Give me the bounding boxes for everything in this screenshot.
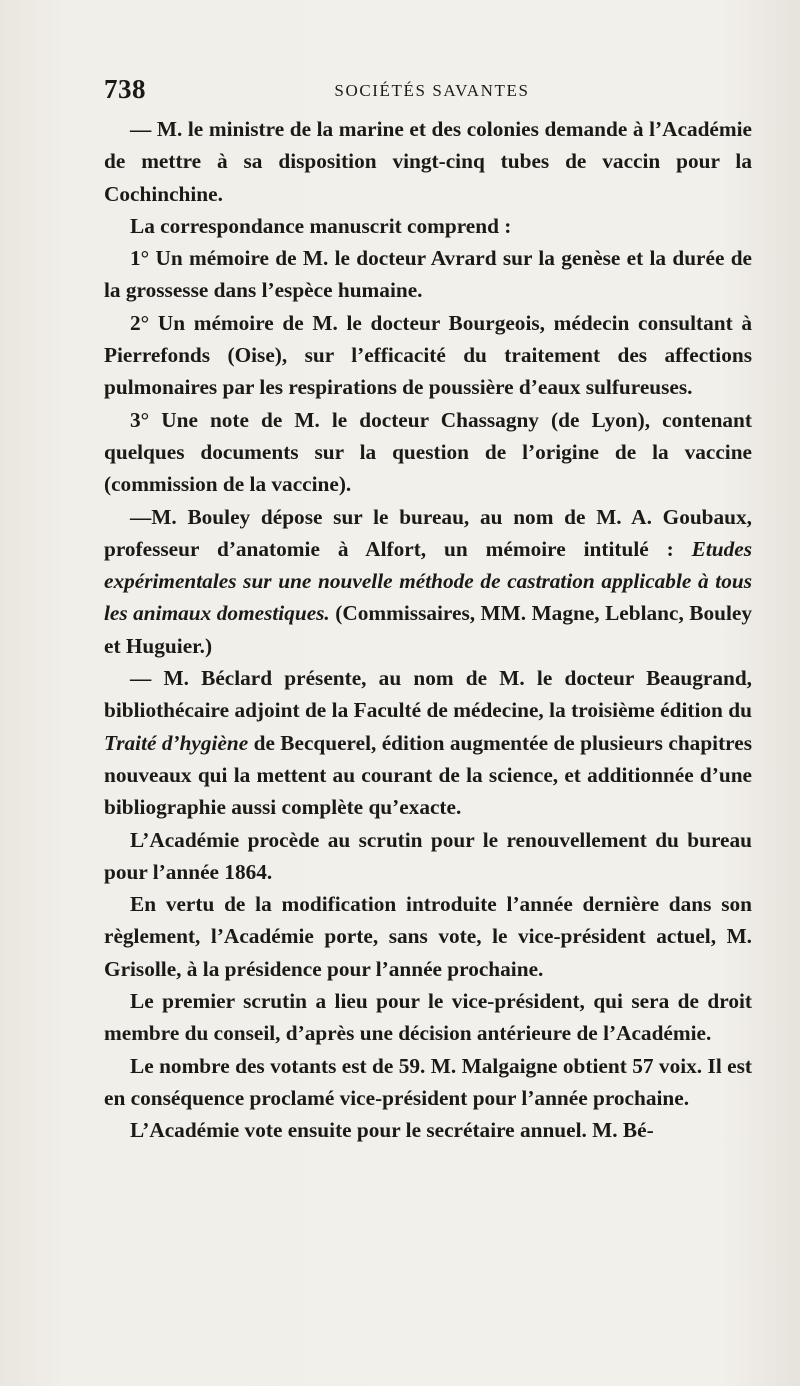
paragraph-p8 [104, 824, 752, 889]
italic-title: Etudes expérimentales sur une nouvelle méthode de castration applicable à tous les animaux domestiques. [104, 536, 752, 626]
paragraph-p5 [104, 404, 752, 501]
page-header [104, 74, 752, 114]
paragraph-p2 [104, 210, 752, 242]
body-text [104, 113, 752, 1147]
paragraph-p11 [104, 1050, 752, 1115]
paragraph-p1 [104, 113, 752, 210]
paragraph-p6 [104, 501, 752, 662]
text-segment: (Commissaires, MM. Magne, Leblanc, Bouley et Huguier.) [104, 601, 752, 658]
paragraph-p7 [104, 662, 752, 823]
text-segment: En vertu de la modification introduite l’année dernière dans son règlement, l’Académie porte, sans vote, le vice-président actuel, M. Grisolle, à la présidence pour l’année prochaine. [104, 892, 752, 981]
paragraph-p4 [104, 307, 752, 404]
paragraph-p10 [104, 985, 752, 1050]
text-segment: — M. Béclard présente, au nom de M. le docteur Beaugrand, bibliothécaire adjoint de la Faculté de médecine, la troisième édition du [104, 666, 752, 723]
paragraph-p3 [104, 242, 752, 307]
paragraph-p12 [104, 1114, 752, 1146]
text-segment: —M. Bouley dépose sur le bureau, au nom de M. A. Goubaux, professeur d’anatomie à Alfort, un mémoire intitulé : [104, 504, 752, 561]
page-number: 738 [104, 74, 146, 104]
text-segment: L’Académie vote ensuite pour le secrétaire annuel. M. Bé- [130, 1118, 654, 1143]
text-segment: 3° Une note de M. le docteur Chassagny (de Lyon), contenant quelques documents sur la question de l’origine de la vaccine (commission de la vaccine). [104, 407, 752, 497]
italic-title: Traité d’hygiène [104, 730, 249, 755]
text-segment: 2° Un mémoire de M. le docteur Bourgeois, médecin consultant à Pierrefonds (Oise), sur l’efficacité du traitement des affections pulmonaires par les respirations de poussière d’eaux sulfureuses. [104, 310, 752, 400]
text-segment: La correspondance manuscrit comprend : [130, 213, 512, 238]
text-segment: de Becquerel, édition augmentée de plusieurs chapitres nouveaux qui la mettent au courant de la science, et additionnée d’une bibliographie aussi complète qu’exacte. [104, 730, 752, 820]
text-segment: Le premier scrutin a lieu pour le vice-président, qui sera de droit membre du conseil, d’après une décision antérieure de l’Académie. [104, 989, 752, 1046]
text-segment: Le nombre des votants est de 59. M. Malgaigne obtient 57 voix. Il est en conséquence proclamé vice-président pour l’année prochaine. [104, 1053, 752, 1110]
paragraph-p9 [104, 888, 752, 985]
text-segment: — M. le ministre de la marine et des colonies demande à l’Académie de mettre à sa disposition vingt-cinq tubes de vaccin pour la Cochinchine. [104, 117, 752, 206]
text-segment: 1° Un mémoire de M. le docteur Avrard sur la genèse et la durée de la grossesse dans l’espèce humaine. [104, 246, 752, 303]
text-segment: L’Académie procède au scrutin pour le renouvellement du bureau pour l’année 1864. [104, 827, 752, 884]
running-title: SOCIÉTÉS SAVANTES [334, 81, 530, 100]
